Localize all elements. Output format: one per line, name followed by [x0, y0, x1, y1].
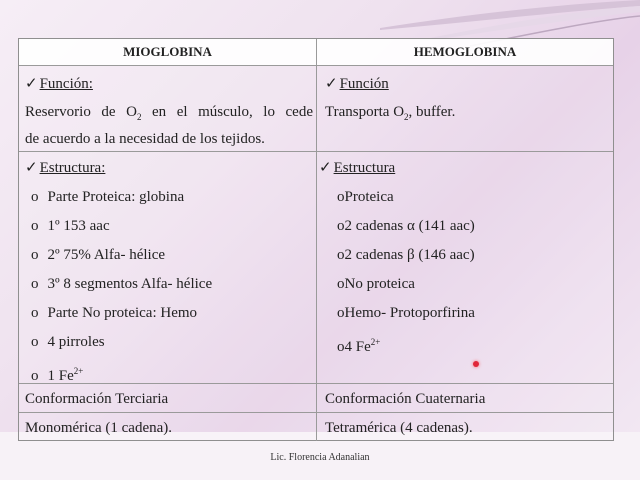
conformacion-left: Conformación Terciaria	[25, 391, 169, 407]
cell-mioglobina-cadenas	[19, 413, 317, 441]
table-row-estructura	[19, 152, 613, 384]
cadenas-left: Monomérica (1 cadena).	[25, 420, 173, 436]
cell-hemoglobina-estructura	[317, 152, 613, 383]
bullet-icon: o	[31, 305, 39, 321]
header-mioglobina: MIOGLOBINA	[19, 39, 317, 65]
list-item: o Parte Proteica: globina	[31, 189, 185, 205]
table-row-conformacion	[19, 384, 613, 413]
funcion-label-left: ✓ Función:	[25, 76, 93, 92]
check-icon: ✓	[319, 160, 332, 176]
cell-mioglobina-conformacion	[19, 384, 317, 412]
list-item: o 1 $Fe^{2+}$	[31, 366, 84, 384]
bullet-icon: o	[31, 189, 39, 205]
list-item: o 3º 8 segmentos Alfa- hélice	[31, 276, 213, 292]
bullet-icon: o	[31, 334, 39, 350]
bullet-icon: o	[337, 339, 345, 355]
laser-pointer-dot	[473, 361, 479, 367]
table-header-row	[19, 39, 613, 66]
bullet-icon: o	[31, 247, 39, 263]
bullet-icon: o	[337, 247, 345, 263]
table-row-cadenas	[19, 413, 613, 441]
funcion-label-right: ✓ Función	[325, 76, 389, 92]
cell-hemoglobina-cadenas	[317, 413, 613, 441]
cell-mioglobina-estructura	[19, 152, 317, 383]
bullet-icon: o	[337, 189, 345, 205]
list-item: o 1º 153 aac	[31, 218, 110, 234]
check-icon: ✓	[325, 76, 338, 92]
cell-hemoglobina-conformacion	[317, 384, 613, 412]
comparison-table	[18, 38, 614, 441]
estructura-label-right: ✓ Estructura	[319, 160, 396, 176]
check-icon: ✓	[25, 76, 38, 92]
list-item: o 4 pirroles	[31, 334, 105, 350]
bullet-icon: o	[31, 218, 39, 234]
funcion-text-right: Transporta $O_2$, buffer.	[325, 104, 456, 122]
footer-author: Lic. Florencia Adanalian	[270, 452, 370, 463]
cell-mioglobina-funcion	[19, 66, 317, 151]
estructura-label-left: ✓ Estructura:	[25, 160, 106, 176]
bullet-icon: o	[337, 218, 345, 234]
list-item: o4 $Fe^{2+}$	[337, 337, 381, 355]
bullet-icon: o	[31, 368, 39, 384]
list-item: o Parte No proteica: Hemo	[31, 305, 198, 321]
cadenas-right: Tetramérica (4 cadenas).	[325, 420, 473, 436]
bullet-icon: o	[337, 276, 345, 292]
cell-hemoglobina-funcion	[317, 66, 613, 151]
list-item: oNo proteica	[337, 276, 415, 292]
conformacion-right: Conformación Cuaternaria	[325, 391, 486, 407]
list-item: o2 cadenas α (141 aac)	[337, 218, 475, 234]
table-row-funcion	[19, 66, 613, 152]
funcion-text-left-2: de acuerdo a la necesidad de los tejidos.	[25, 131, 265, 147]
list-item: o2 cadenas β (146 aac)	[337, 247, 475, 263]
check-icon: ✓	[25, 160, 38, 176]
list-item: oHemo- Protoporfirina	[337, 305, 475, 321]
bullet-icon: o	[337, 305, 345, 321]
list-item: o 2º 75% Alfa- hélice	[31, 247, 166, 263]
bullet-icon: o	[31, 276, 39, 292]
funcion-text-left-1: Reservorio de $O_2$ en el músculo, lo cede	[25, 104, 313, 122]
list-item: oProteica	[337, 189, 394, 205]
header-hemoglobina: HEMOGLOBINA	[413, 44, 517, 59]
